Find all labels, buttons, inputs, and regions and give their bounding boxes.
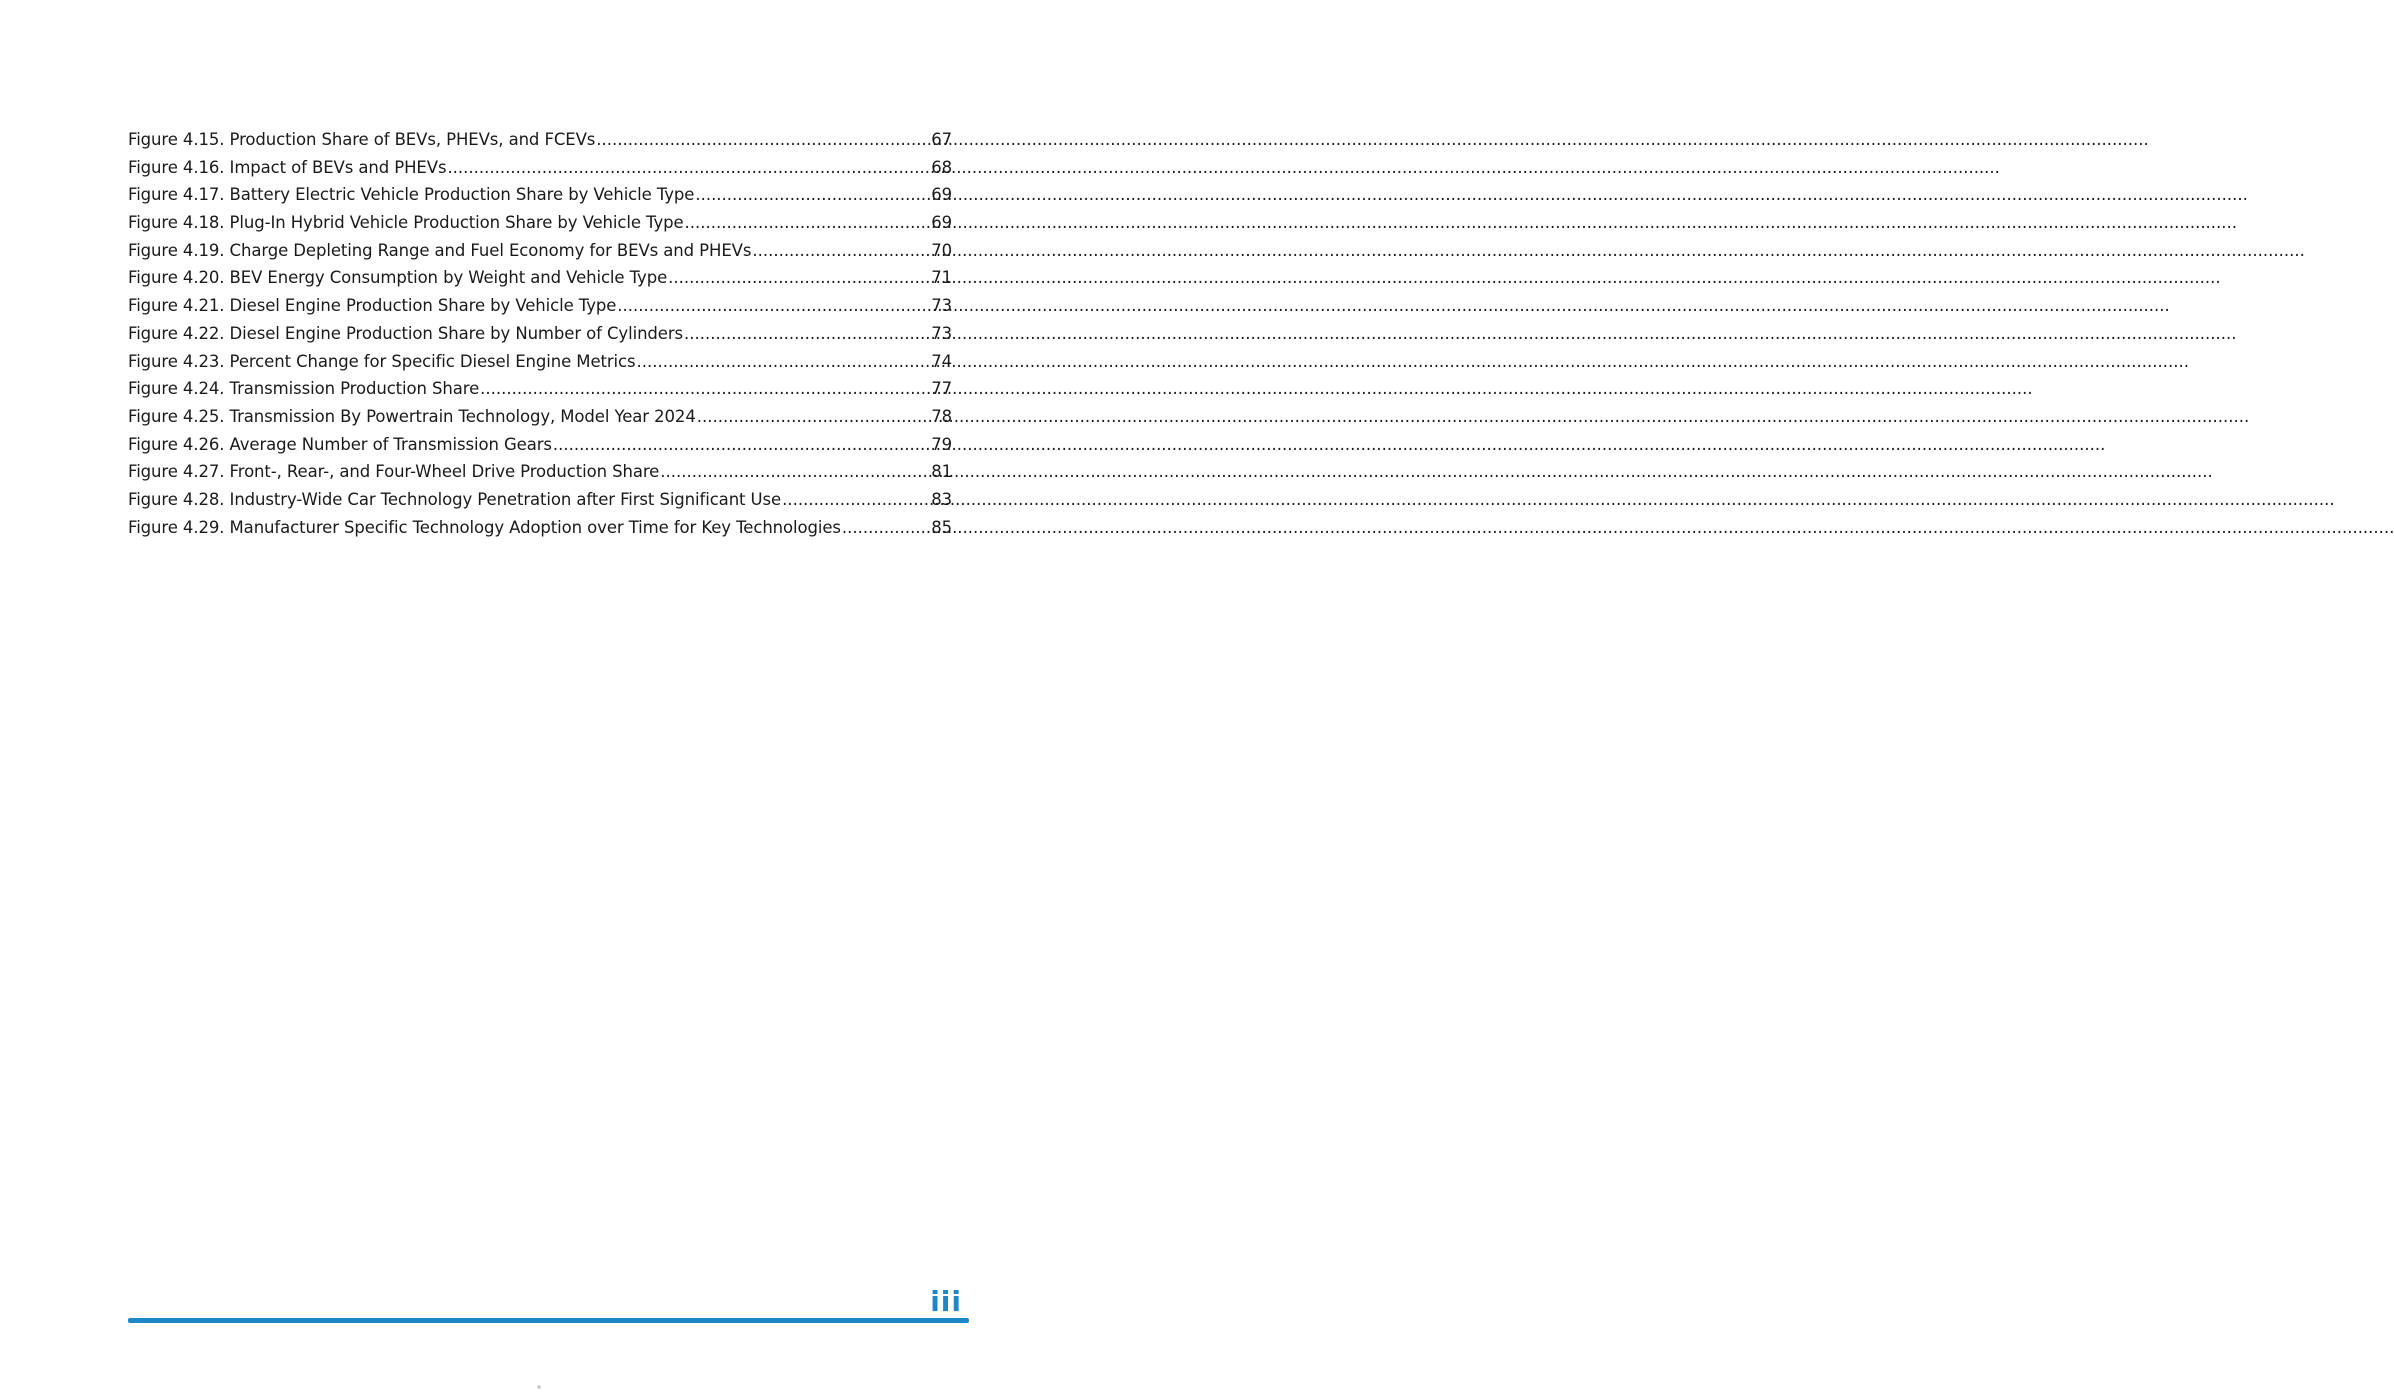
toc-entry-page: 79: [931, 434, 952, 454]
toc-entry[interactable]: [128, 403, 952, 431]
toc-entry[interactable]: [128, 154, 952, 182]
toc-entry[interactable]: [128, 458, 952, 486]
toc-leader-dots: [552, 431, 931, 459]
list-of-figures: [128, 126, 952, 541]
toc-leader-dots: [751, 237, 931, 265]
toc-entry-page: 77: [931, 379, 952, 399]
toc-entry-title: Figure 4.18. Plug-In Hybrid Vehicle Production Share by Vehicle Type: [128, 213, 684, 233]
toc-entry-page: 81: [931, 462, 952, 482]
toc-entry[interactable]: [128, 375, 952, 403]
page-artifact-dot: [537, 1385, 541, 1389]
toc-leader-dots: [694, 181, 931, 209]
toc-leader-dots: [684, 209, 932, 237]
toc-entry-title: Figure 4.25. Transmission By Powertrain Technology, Model Year 2024: [128, 406, 696, 426]
toc-entry[interactable]: [128, 126, 952, 154]
toc-leader-dots: [841, 514, 931, 542]
toc-entry-page: 73: [931, 323, 952, 343]
toc-entry-page: 69: [931, 213, 952, 233]
toc-entry-page: 68: [931, 157, 952, 177]
toc-leader-dots: [616, 292, 931, 320]
toc-entry-title: Figure 4.23. Percent Change for Specific Diesel Engine Metrics: [128, 351, 636, 371]
toc-leader-dots: [636, 348, 932, 376]
toc-entry[interactable]: [128, 264, 952, 292]
toc-entry-title: Figure 4.27. Front-, Rear-, and Four-Wheel Drive Production Share: [128, 462, 660, 482]
toc-entry-title: Figure 4.28. Industry-Wide Car Technology Penetration after First Significant Use: [128, 489, 782, 509]
toc-entry-page: 85: [931, 517, 952, 537]
toc-leader-dots: [683, 320, 931, 348]
toc-leader-dots: [696, 403, 931, 431]
toc-leader-dots: [667, 264, 931, 292]
toc-entry[interactable]: [128, 514, 952, 542]
toc-entry-page: 78: [931, 406, 952, 426]
toc-entry[interactable]: [128, 348, 952, 376]
toc-entry[interactable]: [128, 486, 952, 514]
toc-entry[interactable]: [128, 431, 952, 459]
toc-leader-dots: [446, 154, 931, 182]
toc-entry[interactable]: [128, 320, 952, 348]
toc-leader-dots: [595, 126, 931, 154]
toc-entry-title: Figure 4.20. BEV Energy Consumption by Weight and Vehicle Type: [128, 268, 668, 288]
toc-entry-title: Figure 4.15. Production Share of BEVs, PHEVs, and FCEVs: [128, 130, 596, 149]
toc-entry-title: Figure 4.29. Manufacturer Specific Technology Adoption over Time for Key Technologies: [128, 517, 841, 537]
toc-entry-title: Figure 4.21. Diesel Engine Production Share by Vehicle Type: [128, 296, 617, 316]
toc-entry-title: Figure 4.24. Transmission Production Share: [128, 379, 480, 399]
toc-entry-page: 83: [931, 489, 952, 509]
toc-entry[interactable]: [128, 181, 952, 209]
toc-entry-page: 73: [931, 296, 952, 316]
toc-leader-dots: [659, 458, 931, 486]
toc-entry-page: 71: [931, 268, 952, 288]
toc-entry[interactable]: [128, 209, 952, 237]
toc-entry-page: 74: [931, 351, 952, 371]
toc-entry-title: Figure 4.17. Battery Electric Vehicle Production Share by Vehicle Type: [128, 185, 695, 205]
toc-entry-page: 70: [931, 240, 952, 260]
toc-entry[interactable]: [128, 237, 952, 265]
toc-entry[interactable]: [128, 292, 952, 320]
toc-entry-title: Figure 4.26. Average Number of Transmission Gears: [128, 434, 552, 454]
toc-entry-title: Figure 4.22. Diesel Engine Production Share by Number of Cylinders: [128, 323, 684, 343]
toc-entry-title: Figure 4.16. Impact of BEVs and PHEVs: [128, 157, 447, 177]
page-number: iii: [930, 1285, 962, 1318]
toc-entry-page: 67: [931, 130, 952, 149]
toc-leader-dots: [479, 375, 931, 403]
toc-leader-dots: [781, 486, 931, 514]
footer-divider: [128, 1318, 969, 1323]
toc-entry-page: 69: [931, 185, 952, 205]
toc-entry-title: Figure 4.19. Charge Depleting Range and Fuel Economy for BEVs and PHEVs: [128, 240, 752, 260]
